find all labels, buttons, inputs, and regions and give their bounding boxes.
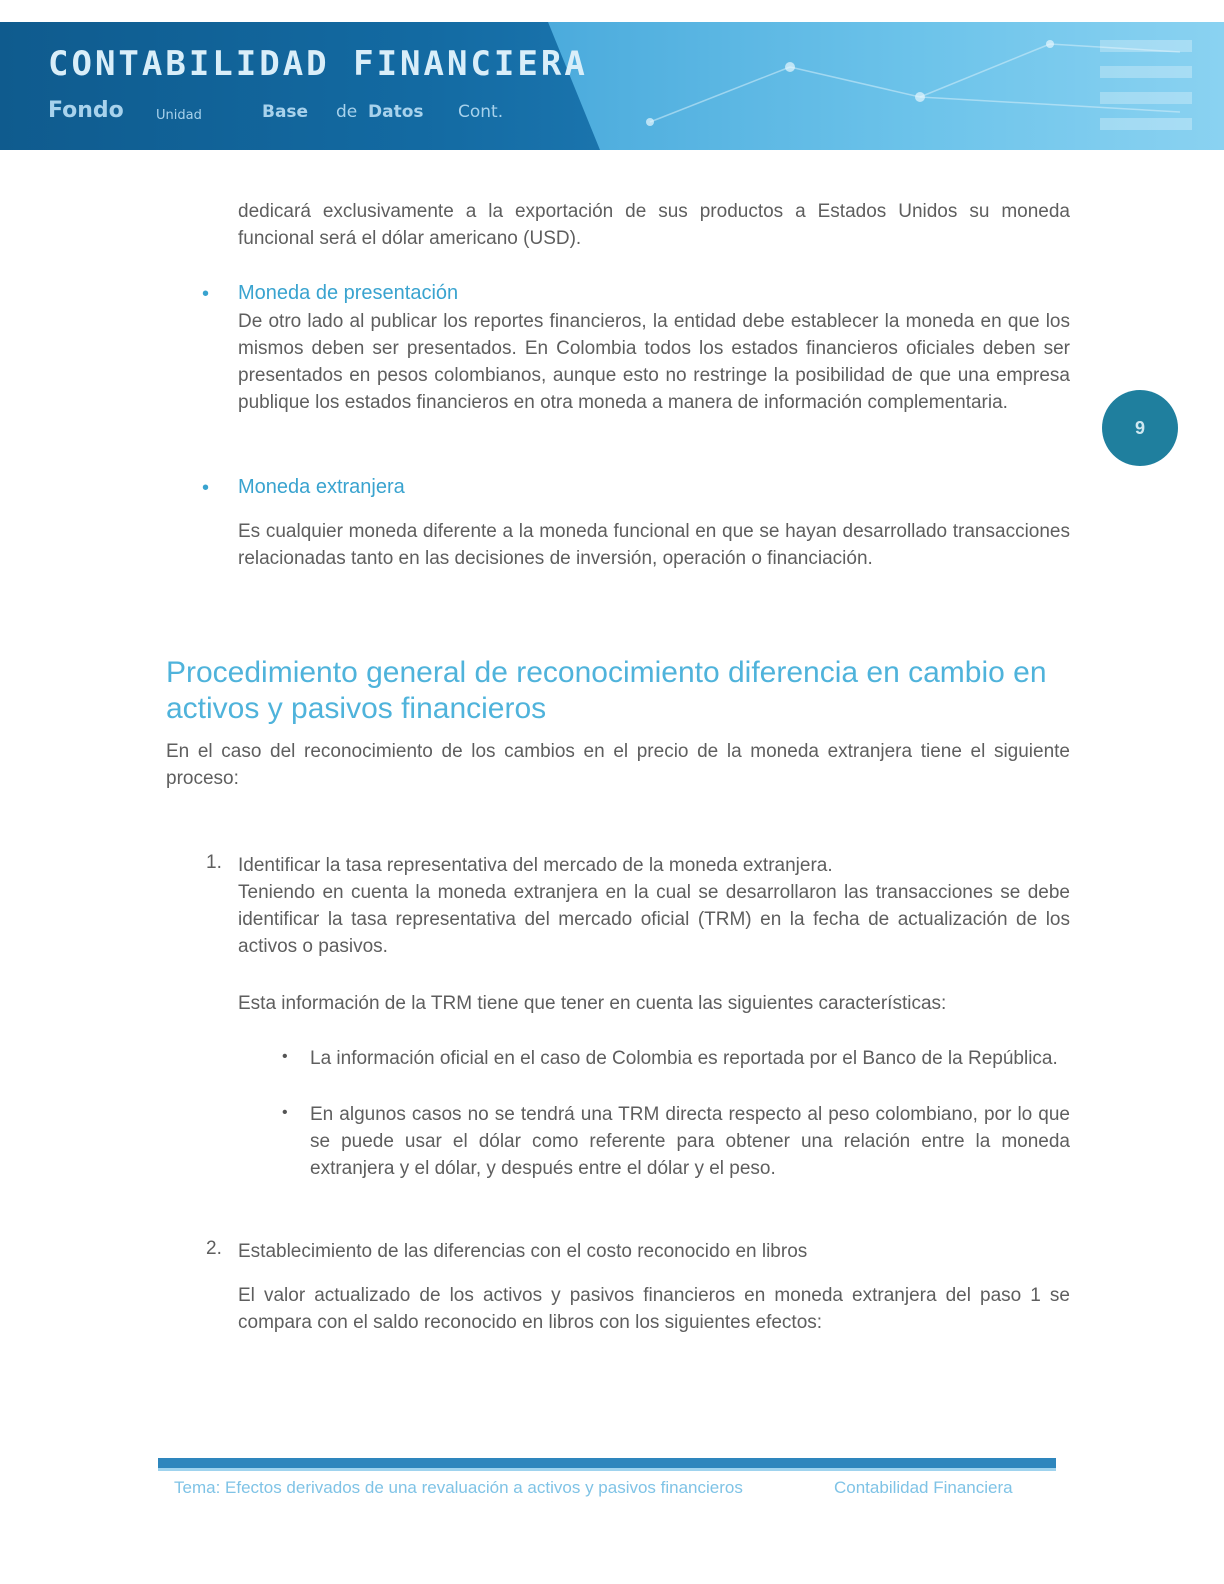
step-text: El valor actualizado de los activos y pasivos financieros en moneda extranjera del paso 1 se compara con el saldo reconocido en libros con los siguientes efectos: xyxy=(238,1285,1070,1333)
banner-subtitle-4: de xyxy=(336,102,358,122)
sub-bullet-text: En algunos casos no se tendrá una TRM directa respecto al peso colombiano, por lo que se puede usar el dólar como referente para obtener una relación entre la moneda extranjera y el dólar, y después entre el dólar y el peso. xyxy=(310,1104,1070,1179)
banner-title: CONTABILIDAD FINANCIERA xyxy=(48,44,588,84)
banner-subtitle-5: Datos xyxy=(368,102,424,122)
footer-course: Contabilidad Financiera xyxy=(834,1478,1013,1497)
page-number-badge: 9 xyxy=(1102,390,1178,466)
banner-subtitle-6: Cont. xyxy=(458,102,504,122)
banner-dark-panel xyxy=(0,22,600,150)
sub-bullet-marker: • xyxy=(282,1048,288,1065)
step-number: 2. xyxy=(206,1238,222,1259)
step-number: 1. xyxy=(206,852,222,873)
step-text: Teniendo en cuenta la moneda extranjera en la cual se desarrollaron las transacciones se debe identificar la tasa representativa del mercado oficial (TRM) en la fecha de actualización de los activos o pasivos. xyxy=(238,882,1070,957)
item-title-presentation-currency: Moneda de presentación xyxy=(238,282,459,304)
footer-rule-accent xyxy=(158,1468,1056,1471)
step-lead: Identificar la tasa representativa del mercado de la moneda extranjera. xyxy=(238,855,833,876)
item-title-foreign-currency: Moneda extranjera xyxy=(238,476,405,498)
section-intro: En el caso del reconocimiento de los cambios en el precio de la moneda extranjera tiene el siguiente proceso: xyxy=(166,741,1070,789)
step-lead: Establecimiento de las diferencias con el costo reconocido en libros xyxy=(238,1241,808,1262)
sub-bullet-marker: • xyxy=(282,1104,288,1121)
item-text-presentation-currency: De otro lado al publicar los reportes financieros, la entidad debe establecer la moneda en que los mismos deben ser presentados. En Colombia todos los estados financieros oficiales deben ser presentados en pesos colombianos, aunque esto no restringe la posibilidad de que una empresa publique los estados financieros en otra moneda a manera de información complementaria. xyxy=(238,311,1070,413)
section-title: Procedimiento general de reconocimiento diferencia en cambio en activos y pasivos financieros xyxy=(166,656,1047,725)
sub-bullet-text: La información oficial en el caso de Colombia es reportada por el Banco de la República. xyxy=(310,1048,1058,1069)
bullet-marker: • xyxy=(202,283,210,305)
banner-subtitle-3: Base xyxy=(262,102,309,122)
header-banner xyxy=(0,22,1224,150)
banner-subtitle-1: Fondo xyxy=(48,98,124,123)
step-note: Esta información de la TRM tiene que tener en cuenta las siguientes características: xyxy=(238,993,947,1014)
network-lines-decoration xyxy=(580,22,1224,150)
footer-topic: Tema: Efectos derivados de una revaluación a activos y pasivos financieros xyxy=(174,1478,743,1497)
banner-subtitle-2: Unidad xyxy=(156,108,202,123)
intro-paragraph: dedicará exclusivamente a la exportación de sus productos a Estados Unidos su moneda funcional será el dólar americano (USD). xyxy=(238,201,1070,249)
bullet-marker: • xyxy=(202,477,210,499)
footer-rule xyxy=(158,1458,1056,1468)
item-text-foreign-currency: Es cualquier moneda diferente a la moneda funcional en que se hayan desarrollado transacciones relacionadas tanto en las decisiones de inversión, operación o financiación. xyxy=(238,521,1070,569)
